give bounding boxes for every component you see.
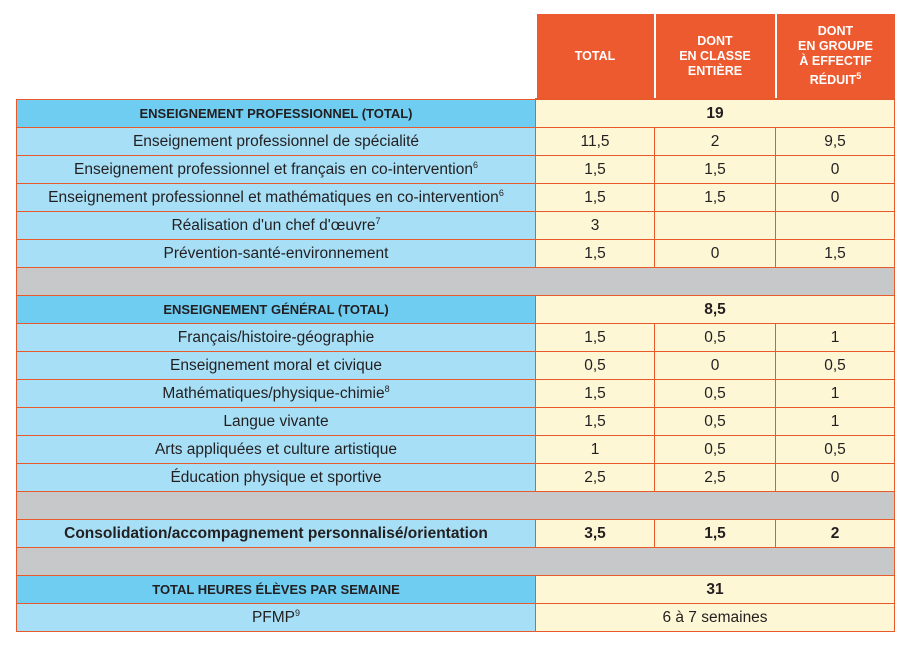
table-row bbox=[17, 212, 895, 240]
cell-groupe: 0 bbox=[776, 156, 895, 184]
table-row bbox=[17, 184, 895, 212]
section-total: 19 bbox=[536, 99, 895, 128]
table-row bbox=[17, 436, 895, 464]
hours-table bbox=[16, 14, 895, 632]
cell-groupe: 1,5 bbox=[776, 240, 895, 268]
cell-classe: 0 bbox=[655, 240, 776, 268]
row-label bbox=[17, 436, 536, 464]
col-header-groupe-text: RÉDUIT bbox=[809, 73, 857, 88]
row-label-text: Enseignement professionnel et mathématiques en co-intervention bbox=[48, 189, 499, 207]
col-header-classe bbox=[655, 14, 776, 99]
col-header-classe-line: ENTIÈRE bbox=[687, 63, 743, 78]
cell-total: 3,5 bbox=[536, 520, 655, 548]
separator-row bbox=[17, 268, 895, 296]
cell-groupe: 1 bbox=[776, 324, 895, 352]
separator bbox=[17, 492, 895, 520]
section-total: 8,5 bbox=[536, 296, 895, 324]
col-header-total: TOTAL bbox=[536, 14, 655, 99]
table-row bbox=[17, 156, 895, 184]
cell-groupe: 1 bbox=[776, 380, 895, 408]
row-label-text: Enseignement professionnel et français en co-intervention bbox=[74, 161, 473, 179]
cell-groupe: 0,5 bbox=[776, 436, 895, 464]
row-label bbox=[17, 156, 536, 184]
col-header-groupe bbox=[776, 14, 895, 99]
row-label-text: Langue vivante bbox=[223, 412, 329, 430]
separator-row bbox=[17, 548, 895, 576]
table-row bbox=[17, 352, 895, 380]
row-label-text: Mathématiques/physique-chimie bbox=[162, 385, 385, 403]
row-label-text: Français/histoire-géographie bbox=[177, 328, 375, 346]
col-header-groupe-line: À EFFECTIF bbox=[799, 53, 872, 68]
row-label-text: Enseignement moral et civique bbox=[170, 356, 382, 374]
cell-classe: 2,5 bbox=[655, 464, 776, 492]
total-week-row bbox=[17, 576, 895, 604]
cell-groupe: 0,5 bbox=[776, 352, 895, 380]
row-label bbox=[17, 240, 536, 268]
cell-groupe bbox=[776, 212, 895, 240]
table-row bbox=[17, 380, 895, 408]
footnote-ref: 8 bbox=[384, 383, 390, 394]
table-row bbox=[17, 408, 895, 436]
section-row-pro bbox=[17, 99, 895, 128]
row-label bbox=[17, 324, 536, 352]
cell-groupe: 2 bbox=[776, 520, 895, 548]
row-label-text: Arts appliquées et culture artistique bbox=[154, 440, 398, 458]
cell-total: 1,5 bbox=[536, 408, 655, 436]
separator bbox=[17, 268, 895, 296]
cell-total: 11,5 bbox=[536, 128, 655, 156]
row-label-text: PFMP bbox=[251, 609, 296, 627]
table-row bbox=[17, 128, 895, 156]
cell-classe: 2 bbox=[655, 128, 776, 156]
row-label: TOTAL HEURES ÉLÈVES PAR SEMAINE bbox=[17, 576, 536, 604]
row-label-text: Éducation physique et sportive bbox=[170, 468, 382, 486]
cell-total: 1,5 bbox=[536, 156, 655, 184]
section-title: ENSEIGNEMENT GÉNÉRAL (TOTAL) bbox=[17, 296, 536, 324]
cell-total: 2,5 bbox=[536, 464, 655, 492]
row-label bbox=[17, 604, 536, 632]
table-row bbox=[17, 464, 895, 492]
row-label bbox=[17, 408, 536, 436]
cell-total: 1,5 bbox=[536, 240, 655, 268]
row-label-text: Enseignement professionnel de spécialité bbox=[132, 132, 420, 150]
section-title: ENSEIGNEMENT PROFESSIONNEL (TOTAL) bbox=[17, 99, 536, 128]
section-row-gen bbox=[17, 296, 895, 324]
row-label bbox=[17, 128, 536, 156]
row-label bbox=[17, 352, 536, 380]
cell-classe: 1,5 bbox=[655, 156, 776, 184]
table-row bbox=[17, 240, 895, 268]
cell-groupe: 0 bbox=[776, 184, 895, 212]
footnote-ref: 9 bbox=[295, 607, 301, 618]
cell-total: 1,5 bbox=[536, 324, 655, 352]
cell-total: 1,5 bbox=[536, 380, 655, 408]
separator bbox=[17, 548, 895, 576]
separator-row bbox=[17, 492, 895, 520]
consolidation-row bbox=[17, 520, 895, 548]
cell-groupe: 9,5 bbox=[776, 128, 895, 156]
cell-total: 1,5 bbox=[536, 184, 655, 212]
pfmp-row bbox=[17, 604, 895, 632]
row-label bbox=[17, 380, 536, 408]
cell-total: 1 bbox=[536, 436, 655, 464]
cell-classe bbox=[655, 212, 776, 240]
footnote-ref: 6 bbox=[472, 159, 478, 170]
cell-total: 0,5 bbox=[536, 352, 655, 380]
cell-classe: 0,5 bbox=[655, 436, 776, 464]
footnote-ref: 5 bbox=[856, 70, 862, 81]
total-week-value: 31 bbox=[536, 576, 895, 604]
cell-classe: 0,5 bbox=[655, 408, 776, 436]
col-header-groupe-line: DONT bbox=[817, 23, 854, 38]
row-label bbox=[17, 212, 536, 240]
row-label-text: Réalisation d'un chef d'œuvre bbox=[171, 217, 376, 235]
cell-classe: 0,5 bbox=[655, 324, 776, 352]
cell-classe: 1,5 bbox=[655, 184, 776, 212]
col-header-groupe-line: EN GROUPE bbox=[797, 38, 873, 53]
row-label bbox=[17, 464, 536, 492]
row-label bbox=[17, 184, 536, 212]
cell-classe: 0 bbox=[655, 352, 776, 380]
cell-classe: 1,5 bbox=[655, 520, 776, 548]
col-header-groupe-line bbox=[777, 69, 895, 88]
cell-total: 3 bbox=[536, 212, 655, 240]
cell-groupe: 1 bbox=[776, 408, 895, 436]
col-header-classe-line: EN CLASSE bbox=[679, 48, 751, 63]
pfmp-value: 6 à 7 semaines bbox=[536, 604, 895, 632]
cell-classe: 0,5 bbox=[655, 380, 776, 408]
col-header-classe-line: DONT bbox=[697, 33, 733, 48]
header-row bbox=[17, 14, 895, 99]
footnote-ref: 6 bbox=[498, 187, 504, 198]
row-label: Consolidation/accompagnement personnalisé/orientation bbox=[17, 520, 536, 548]
table-row bbox=[17, 324, 895, 352]
footnote-ref: 7 bbox=[375, 215, 381, 226]
row-label-text: Prévention-santé-environnement bbox=[163, 244, 389, 262]
cell-groupe: 0 bbox=[776, 464, 895, 492]
